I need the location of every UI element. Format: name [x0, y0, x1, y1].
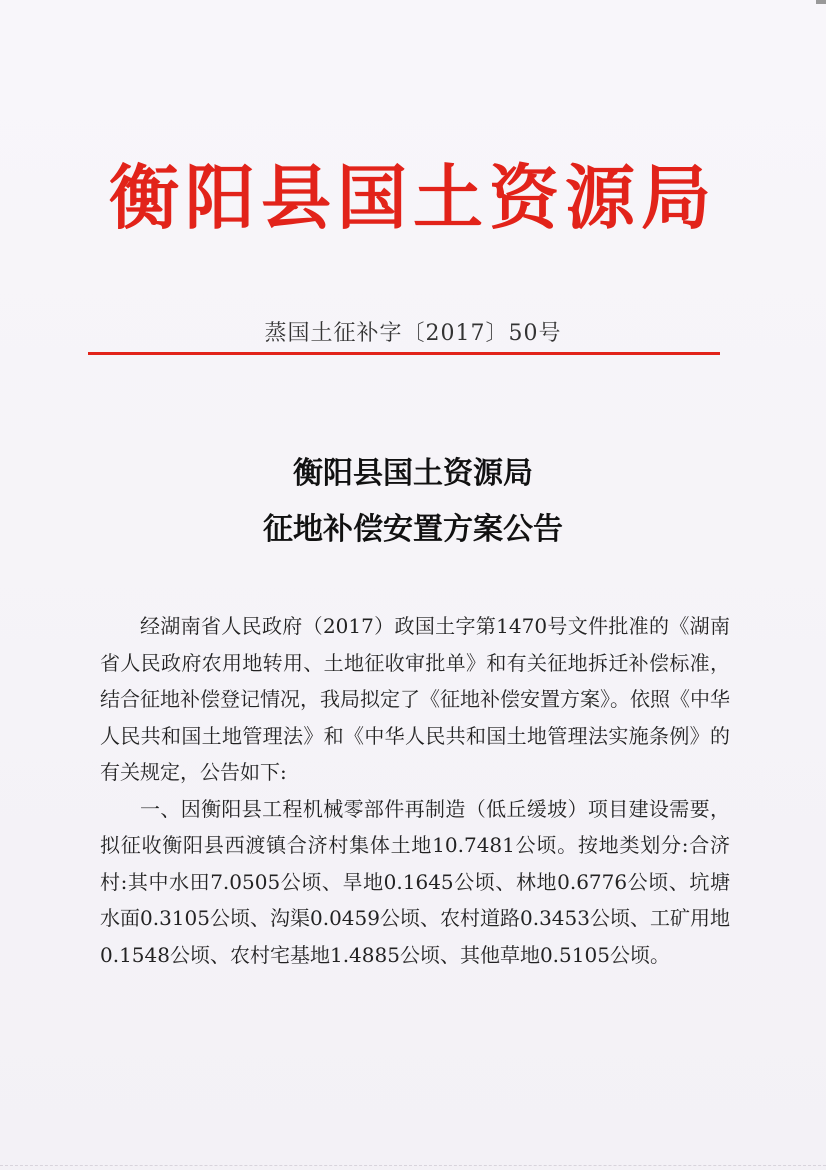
scan-edge-mark [816, 0, 826, 4]
notice-body [100, 608, 730, 973]
document-number: 蒸国土征补字〔2017〕50号 [264, 321, 562, 346]
notice-title-line-1: 衡阳县国土资源局 [293, 456, 533, 491]
scan-bottom-border [0, 1164, 826, 1166]
notice-title-line-2: 征地补偿安置方案公告 [263, 512, 563, 547]
letterhead-title: 衡阳县国土资源局 [109, 156, 717, 239]
red-divider-line [88, 352, 720, 355]
body-paragraph-intro: 经湖南省人民政府（2017）政国土字第1470号文件批准的《湖南省人民政府农用地转用、土地征收审批单》和有关征地拆迁补偿标准，结合征地补偿登记情况，我局拟定了《征地补偿安置方案》。依照《中华人民共和国土地管理法》和《中华人民共和国土地管理法实施条例》的有关规定，公告如下: [100, 614, 730, 784]
body-paragraph-item-1: 一、因衡阳县工程机械零部件再制造（低丘缓坡）项目建设需要，拟征收衡阳县西渡镇合济村集体土地10.7481公顷。按地类划分:合济村:其中水田7.0505公顷、旱地0.1645公顷、林地0.6776公顷、坑塘水面0.3105公顷、沟渠0.0459公顷、农村道路0.3453公顷、工矿用地0.1548公顷、农村宅基地1.4885公顷、其他草地0.5105公顷。 [100, 796, 730, 967]
